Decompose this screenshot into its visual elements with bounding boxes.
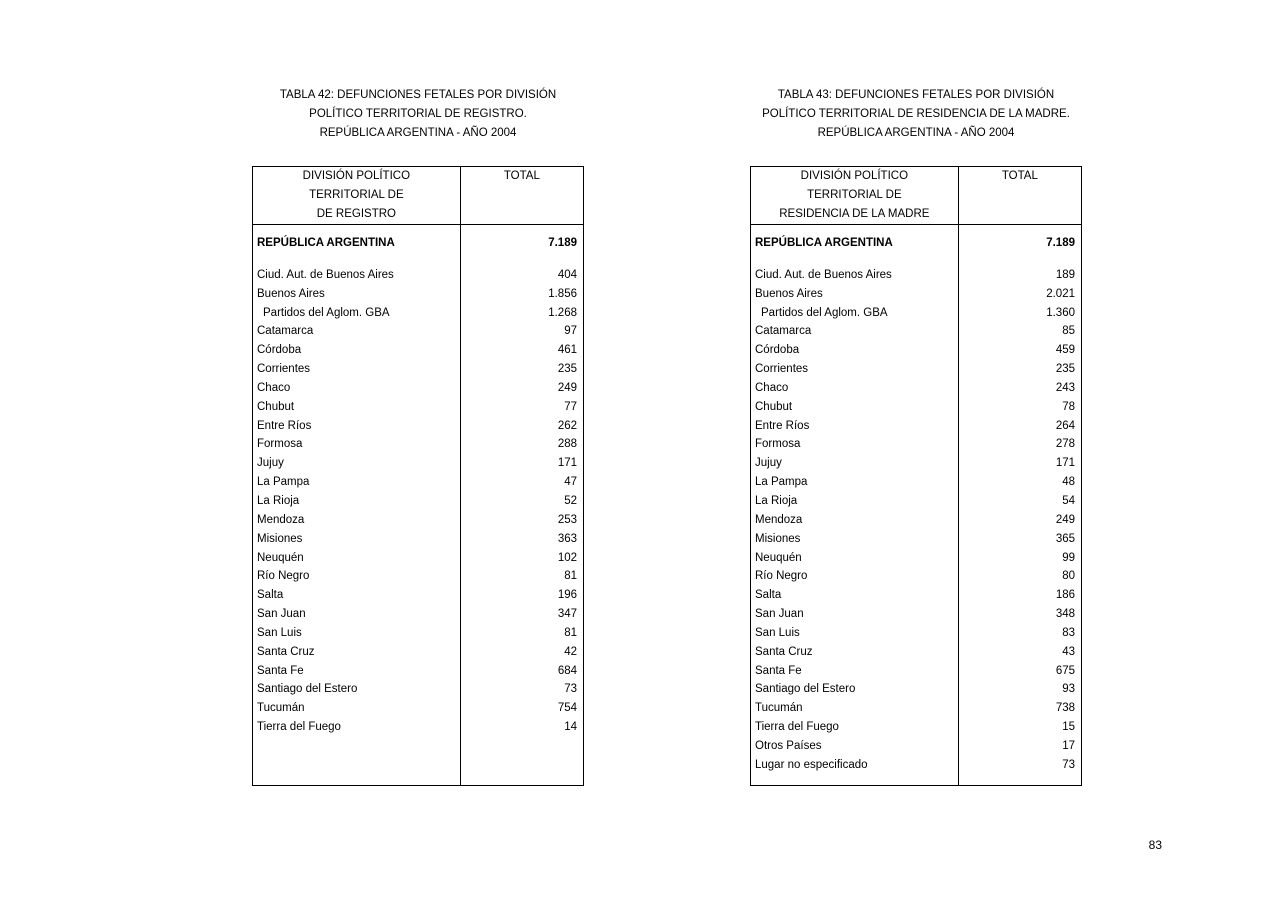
row-label: Neuquén bbox=[755, 551, 802, 564]
table-row-value bbox=[461, 266, 583, 285]
table-caption-43 bbox=[750, 86, 1082, 143]
row-label: Santa Fe bbox=[257, 664, 304, 677]
body-cell-labels bbox=[751, 225, 959, 786]
row-value: 278 bbox=[1055, 438, 1075, 451]
row-label: Chaco bbox=[755, 381, 789, 394]
table-row-value bbox=[461, 718, 583, 737]
table-row-label bbox=[253, 304, 460, 323]
table-row-label bbox=[751, 398, 958, 417]
row-label: Río Negro bbox=[257, 570, 310, 583]
row-value: 81 bbox=[564, 570, 577, 583]
table-row-label bbox=[253, 567, 460, 586]
table-row-value bbox=[461, 605, 583, 624]
data-table-43 bbox=[750, 166, 1082, 786]
header-line: DE REGISTRO bbox=[316, 208, 396, 220]
table-row-label bbox=[253, 454, 460, 473]
body-cell-values bbox=[958, 225, 1081, 786]
table-row-value bbox=[959, 435, 1081, 454]
row-value: 288 bbox=[557, 438, 577, 451]
table-row-label bbox=[751, 492, 958, 511]
row-label: Misiones bbox=[257, 532, 303, 545]
table-row-value bbox=[461, 417, 583, 436]
table-row-label bbox=[751, 756, 958, 775]
row-label: Catamarca bbox=[755, 325, 812, 338]
row-value: 249 bbox=[557, 381, 577, 394]
table-row-value bbox=[461, 549, 583, 568]
header-line: RESIDENCIA DE LA MADRE bbox=[779, 208, 930, 220]
row-label: Mendoza bbox=[755, 513, 803, 526]
table-row-value bbox=[959, 699, 1081, 718]
row-label: Santiago del Estero bbox=[257, 683, 358, 696]
data-table-42 bbox=[252, 166, 584, 786]
value-list-43 bbox=[959, 225, 1081, 775]
row-label: Jujuy bbox=[257, 457, 284, 470]
row-label: Chaco bbox=[257, 381, 291, 394]
row-value: 461 bbox=[557, 344, 577, 357]
row-label: Jujuy bbox=[755, 457, 782, 470]
caption-line: REPÚBLICA ARGENTINA - AÑO 2004 bbox=[817, 127, 1015, 139]
row-value: 365 bbox=[1055, 532, 1075, 545]
row-value: 102 bbox=[557, 551, 577, 564]
table-row-value bbox=[461, 567, 583, 586]
row-value: 54 bbox=[1062, 494, 1075, 507]
row-label: Partidos del Aglom. GBA bbox=[263, 306, 390, 319]
row-value: 73 bbox=[1062, 758, 1075, 771]
table-row-label bbox=[751, 304, 958, 323]
table-row-label bbox=[253, 285, 460, 304]
table-row-value bbox=[461, 492, 583, 511]
table-row-value bbox=[959, 379, 1081, 398]
table-row-value bbox=[461, 680, 583, 699]
table-row-value bbox=[461, 662, 583, 681]
row-value: 83 bbox=[1062, 626, 1075, 639]
row-label: Chubut bbox=[755, 400, 793, 413]
label-list-43 bbox=[751, 225, 958, 775]
table-row-value bbox=[959, 398, 1081, 417]
row-value: 52 bbox=[564, 494, 577, 507]
row-value: 404 bbox=[557, 268, 577, 281]
row-value: 262 bbox=[557, 419, 577, 432]
row-label: Formosa bbox=[755, 438, 801, 451]
table-row-value bbox=[959, 567, 1081, 586]
table-row-value bbox=[461, 643, 583, 662]
table-row-label bbox=[253, 680, 460, 699]
table-row-value bbox=[959, 266, 1081, 285]
table-row-value bbox=[461, 586, 583, 605]
row-value: 235 bbox=[1055, 363, 1075, 376]
table-row-value bbox=[461, 379, 583, 398]
row-label: Santa Cruz bbox=[257, 645, 315, 658]
row-value: 189 bbox=[1055, 268, 1075, 281]
table-row-value bbox=[461, 624, 583, 643]
header-cell-division bbox=[751, 167, 959, 225]
header-line: TERRITORIAL DE bbox=[807, 189, 902, 201]
table-header bbox=[253, 167, 584, 225]
row-value: 675 bbox=[1055, 664, 1075, 677]
table-row-value bbox=[959, 511, 1081, 530]
table-row-label bbox=[751, 473, 958, 492]
table-row-value bbox=[959, 492, 1081, 511]
row-value: 47 bbox=[564, 476, 577, 489]
table-row-label bbox=[751, 417, 958, 436]
row-label: Partidos del Aglom. GBA bbox=[761, 306, 888, 319]
table-row-label bbox=[751, 285, 958, 304]
table-block-43 bbox=[750, 86, 1082, 786]
table-row-value bbox=[461, 360, 583, 379]
table-row-value bbox=[461, 530, 583, 549]
total-row-value bbox=[461, 234, 583, 253]
row-label: Lugar no especificado bbox=[755, 758, 868, 771]
row-label: Buenos Aires bbox=[257, 287, 325, 300]
header-cell-total: TOTAL bbox=[460, 167, 583, 225]
row-label: Ciud. Aut. de Buenos Aires bbox=[755, 268, 892, 281]
row-value: 459 bbox=[1055, 344, 1075, 357]
table-row-label bbox=[253, 398, 460, 417]
table-row-label bbox=[751, 549, 958, 568]
table-row-value bbox=[959, 756, 1081, 775]
row-label: Chubut bbox=[257, 400, 295, 413]
table-row-value bbox=[959, 680, 1081, 699]
row-value: 1.856 bbox=[548, 287, 577, 300]
header-line: DIVISIÓN POLÍTICO bbox=[800, 170, 909, 182]
table-row-label bbox=[253, 417, 460, 436]
table-row-label bbox=[253, 586, 460, 605]
row-label: Neuquén bbox=[257, 551, 304, 564]
row-label: Río Negro bbox=[755, 570, 808, 583]
table-row-label bbox=[751, 360, 958, 379]
row-value: 186 bbox=[1055, 589, 1075, 602]
row-value: 243 bbox=[1055, 381, 1075, 394]
table-row-value bbox=[959, 549, 1081, 568]
header-cell-division bbox=[253, 167, 461, 225]
row-label: Entre Ríos bbox=[257, 419, 312, 432]
row-label: Tucumán bbox=[257, 702, 305, 715]
table-row-label bbox=[751, 322, 958, 341]
table-row-value bbox=[959, 360, 1081, 379]
row-value: 17 bbox=[1062, 739, 1075, 752]
table-row-value bbox=[461, 511, 583, 530]
table-row-value bbox=[461, 473, 583, 492]
row-label: Mendoza bbox=[257, 513, 305, 526]
row-label: Tierra del Fuego bbox=[257, 721, 341, 734]
table-row-label bbox=[253, 379, 460, 398]
table-row-value bbox=[959, 718, 1081, 737]
header-cell-total: TOTAL bbox=[958, 167, 1081, 225]
row-label: La Rioja bbox=[755, 494, 798, 507]
row-value: 171 bbox=[557, 457, 577, 470]
row-value: 738 bbox=[1055, 702, 1075, 715]
row-value: 7.189 bbox=[548, 237, 577, 249]
row-value: 1.268 bbox=[548, 306, 577, 319]
row-value: 77 bbox=[564, 400, 577, 413]
row-value: 171 bbox=[1055, 457, 1075, 470]
table-row-label bbox=[751, 511, 958, 530]
table-row-label bbox=[253, 699, 460, 718]
table-row-value bbox=[461, 435, 583, 454]
table-row-label bbox=[253, 473, 460, 492]
row-value: 235 bbox=[557, 363, 577, 376]
row-value: 85 bbox=[1062, 325, 1075, 338]
table-row-label bbox=[751, 379, 958, 398]
row-label: San Luis bbox=[755, 626, 800, 639]
body-cell-labels bbox=[253, 225, 461, 786]
table-header bbox=[751, 167, 1082, 225]
row-value: 1.360 bbox=[1046, 306, 1075, 319]
row-label: Tierra del Fuego bbox=[755, 721, 839, 734]
table-row-value bbox=[461, 285, 583, 304]
table-row-label bbox=[253, 511, 460, 530]
table-row-label bbox=[253, 530, 460, 549]
table-row-value bbox=[461, 304, 583, 323]
table-row-label bbox=[751, 605, 958, 624]
row-value: 264 bbox=[1055, 419, 1075, 432]
table-row-label bbox=[253, 718, 460, 737]
row-label: REPÚBLICA ARGENTINA bbox=[257, 237, 395, 249]
row-value: 80 bbox=[1062, 570, 1075, 583]
table-row-value bbox=[959, 624, 1081, 643]
table-row-label bbox=[253, 492, 460, 511]
header-row bbox=[253, 167, 584, 225]
total-row-label bbox=[751, 234, 958, 253]
table-row-value bbox=[959, 530, 1081, 549]
table-row-value bbox=[959, 662, 1081, 681]
table-row-label bbox=[253, 643, 460, 662]
table-body bbox=[751, 225, 1082, 786]
table-row-value bbox=[461, 454, 583, 473]
table-row-label bbox=[751, 680, 958, 699]
header-line: DIVISIÓN POLÍTICO bbox=[302, 170, 411, 182]
row-label: Tucumán bbox=[755, 702, 803, 715]
page-number: 83 bbox=[1148, 838, 1162, 852]
table-row-value bbox=[959, 417, 1081, 436]
total-row-value bbox=[959, 234, 1081, 253]
row-value: 81 bbox=[564, 626, 577, 639]
row-value: 754 bbox=[557, 702, 577, 715]
caption-line: REPÚBLICA ARGENTINA - AÑO 2004 bbox=[319, 127, 517, 139]
row-label: San Luis bbox=[257, 626, 302, 639]
label-list-42 bbox=[253, 225, 460, 737]
table-body-row bbox=[751, 225, 1082, 786]
table-row-value bbox=[959, 586, 1081, 605]
table-row-label bbox=[751, 530, 958, 549]
row-label: Corrientes bbox=[257, 363, 311, 376]
row-value: 48 bbox=[1062, 476, 1075, 489]
row-value: 249 bbox=[1055, 513, 1075, 526]
caption-line: POLÍTICO TERRITORIAL DE REGISTRO. bbox=[309, 108, 527, 120]
table-row-label bbox=[253, 266, 460, 285]
row-label: Santiago del Estero bbox=[755, 683, 856, 696]
table-row-label bbox=[751, 435, 958, 454]
table-row-label bbox=[751, 718, 958, 737]
row-value: 253 bbox=[557, 513, 577, 526]
row-value: 363 bbox=[557, 532, 577, 545]
row-value: 43 bbox=[1062, 645, 1075, 658]
row-value: 347 bbox=[557, 608, 577, 621]
row-label: San Juan bbox=[755, 608, 804, 621]
row-label: San Juan bbox=[257, 608, 306, 621]
row-value: 684 bbox=[557, 664, 577, 677]
table-row-value bbox=[959, 473, 1081, 492]
row-label: La Rioja bbox=[257, 494, 300, 507]
table-row-value bbox=[959, 322, 1081, 341]
row-label: Corrientes bbox=[755, 363, 809, 376]
row-value: 73 bbox=[564, 683, 577, 696]
table-row-label bbox=[751, 341, 958, 360]
table-row-value bbox=[959, 737, 1081, 756]
table-row-value bbox=[461, 699, 583, 718]
table-body-row bbox=[253, 225, 584, 786]
row-value: 78 bbox=[1062, 400, 1075, 413]
row-label: Buenos Aires bbox=[755, 287, 823, 300]
table-row-label bbox=[751, 624, 958, 643]
row-label: Formosa bbox=[257, 438, 303, 451]
table-row-label bbox=[253, 549, 460, 568]
caption-line: POLÍTICO TERRITORIAL DE RESIDENCIA DE LA MADRE. bbox=[762, 108, 1070, 120]
table-row-label bbox=[253, 341, 460, 360]
row-label: La Pampa bbox=[755, 476, 808, 489]
row-value: 7.189 bbox=[1046, 237, 1075, 249]
row-label: Catamarca bbox=[257, 325, 314, 338]
row-label: Ciud. Aut. de Buenos Aires bbox=[257, 268, 394, 281]
total-row-label bbox=[253, 234, 460, 253]
table-row-label bbox=[751, 699, 958, 718]
table-row-label bbox=[751, 266, 958, 285]
row-label: Santa Cruz bbox=[755, 645, 813, 658]
table-row-label bbox=[751, 737, 958, 756]
table-row-label bbox=[253, 360, 460, 379]
table-row-value bbox=[959, 304, 1081, 323]
table-row-value bbox=[959, 285, 1081, 304]
table-row-label bbox=[253, 605, 460, 624]
table-row-label bbox=[253, 322, 460, 341]
row-label: REPÚBLICA ARGENTINA bbox=[755, 237, 893, 249]
table-row-label bbox=[253, 435, 460, 454]
table-row-value bbox=[959, 605, 1081, 624]
row-label: La Pampa bbox=[257, 476, 310, 489]
table-row-value bbox=[461, 398, 583, 417]
table-row-label bbox=[253, 662, 460, 681]
table-row-value bbox=[461, 341, 583, 360]
row-label: Salta bbox=[257, 589, 284, 602]
row-label: Santa Fe bbox=[755, 664, 802, 677]
row-value: 42 bbox=[564, 645, 577, 658]
table-block-42 bbox=[252, 86, 584, 786]
row-value: 196 bbox=[557, 589, 577, 602]
row-label: Otros Países bbox=[755, 739, 822, 752]
row-value: 348 bbox=[1055, 608, 1075, 621]
row-value: 99 bbox=[1062, 551, 1075, 564]
row-value: 15 bbox=[1062, 721, 1075, 734]
body-cell-values bbox=[460, 225, 583, 786]
table-row-label bbox=[751, 643, 958, 662]
table-row-value bbox=[959, 454, 1081, 473]
header-row bbox=[751, 167, 1082, 225]
value-list-42 bbox=[461, 225, 583, 737]
table-body bbox=[253, 225, 584, 786]
row-label: Misiones bbox=[755, 532, 801, 545]
table-row-label bbox=[751, 586, 958, 605]
table-row-value bbox=[461, 322, 583, 341]
row-label: Córdoba bbox=[257, 344, 302, 357]
table-caption-42 bbox=[252, 86, 584, 143]
table-row-label bbox=[751, 454, 958, 473]
row-value: 97 bbox=[564, 325, 577, 338]
row-value: 14 bbox=[564, 721, 577, 734]
caption-line: TABLA 43: DEFUNCIONES FETALES POR DIVISIÓN bbox=[777, 89, 1055, 101]
table-row-value bbox=[959, 341, 1081, 360]
table-row-label bbox=[253, 624, 460, 643]
table-row-label bbox=[751, 662, 958, 681]
header-line: TERRITORIAL DE bbox=[309, 189, 404, 201]
row-value: 93 bbox=[1062, 683, 1075, 696]
row-label: Córdoba bbox=[755, 344, 800, 357]
row-label: Entre Ríos bbox=[755, 419, 810, 432]
table-row-value bbox=[959, 643, 1081, 662]
caption-line: TABLA 42: DEFUNCIONES FETALES POR DIVISIÓN bbox=[279, 89, 557, 101]
row-value: 2.021 bbox=[1046, 287, 1075, 300]
row-label: Salta bbox=[755, 589, 782, 602]
table-row-label bbox=[751, 567, 958, 586]
